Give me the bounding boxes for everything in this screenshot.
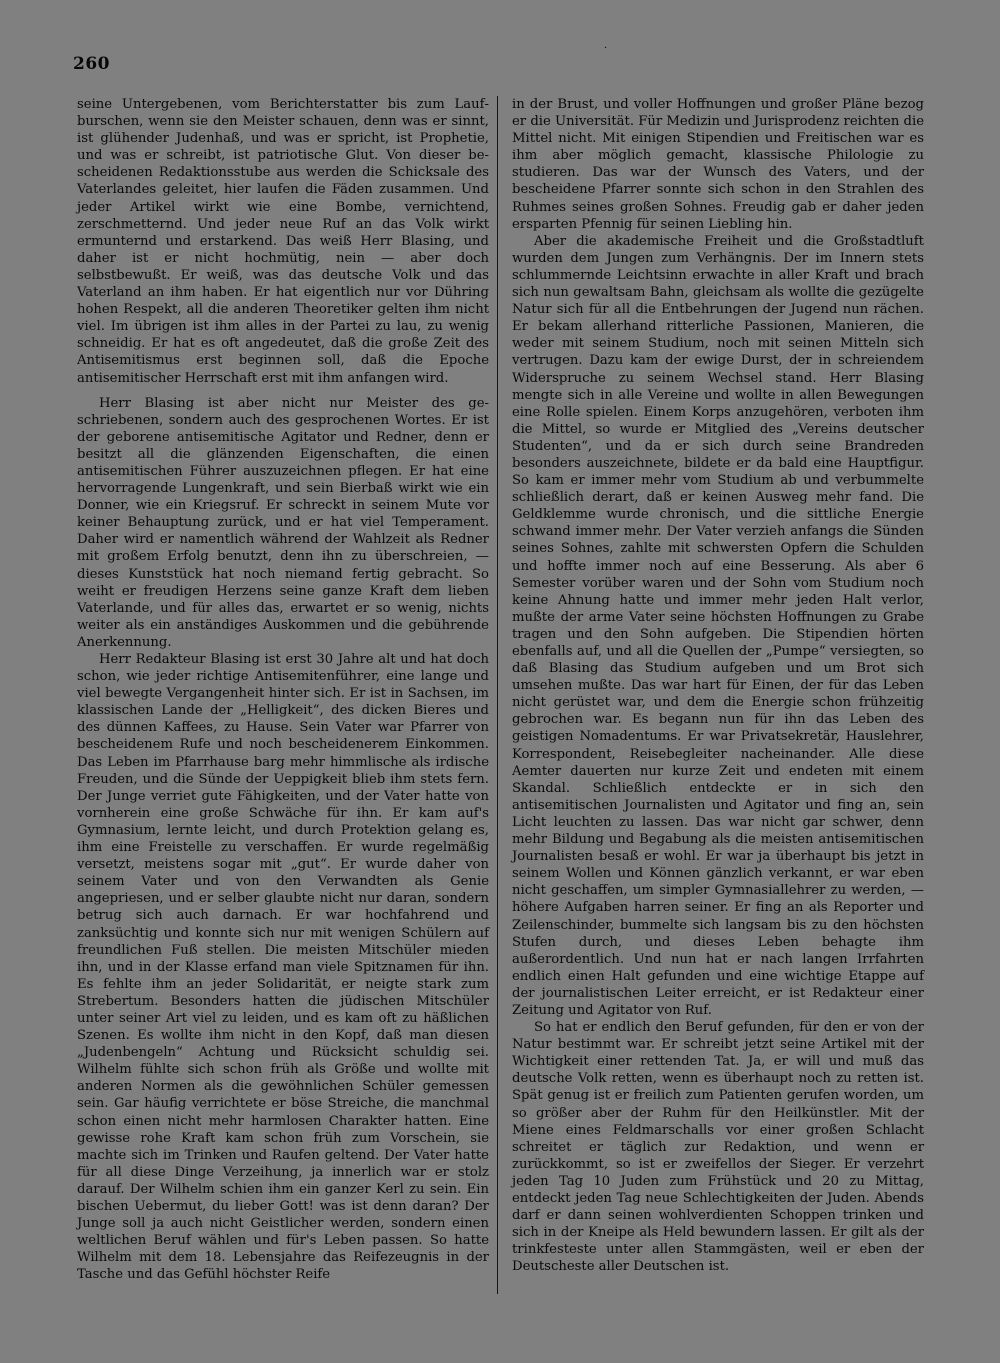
paragraph: in der Brust, und voller Hoffnungen und großer Pläne bezog er die Universität. Für Medizin und Jurisprodenz reichten die Mittel nicht. Mit einigen Stipendien und Freitischen war es ihm aber möglich gemacht, klassische Philologie zu studieren. Das war der Wunsch des Vaters, und der bescheidene Pfarrer sonnte sich schon in den Strahlen des Ruhmes seines großen Sohnes. Freudig gab er daher jeden ersparten Pfennig für seinen Liebling hin. xyxy=(512,97,924,232)
paragraph: Herr Redakteur Blasing ist erst 30 Jahre alt und hat doch schon, wie jeder richtige Antisemitenführer, eine lange und viel bewegte Vergangenheit hinter sich. Er ist in Sachsen, im klassischen Lande der „Helligkeit“, des dicken Bieres und des dünnen Kaffees, zu Hause. Sein Vater war Pfarrer von bescheidenem Rufe und noch bescheidenerem Einkommen. Das Leben im Pfarrhause barg mehr himmlische als irdische Freuden, und die Sünde der Ueppigkeit blieb ihm stets fern. Der Junge verriet gute Fähigkeiten, und der Vater hatte von vornherein eine große Schwäche für ihn. Er kam auf's Gymnasium, lernte leicht, und durch Protektion gelang es, ihm eine Freistelle zu verschaffen. Er wurde regelmäßig versetzt, meistens sogar mit „gut“. Er wurde daher von seinem Vater und von den Verwandten als Genie angepriesen, und er selber glaubte nicht nur daran, sondern betrug sich auch darnach. Er war hochfahrend und zanksüchtig und konnte sich nur mit wenigen Schülern auf freundlichen Fuß stellen. Die meisten Mitschüler mieden ihn, und in der Klasse erfand man viele Spitznamen für ihn. Es fehlte ihm an jeder Solidarität, er neigte stark zum Strebertum. Besonders hatten die jüdischen Mitschüler unter seiner Art viel zu leiden, und es kam oft zu häßlichen Szenen. Es wollte ihm nicht in den Kopf, daß man diesen „Judenbengeln“ Achtung und Rücksicht schuldig sei. Wilhelm fühlte sich schon früh als Größe und wollte mit anderen Normen als die gewöhnlichen Schüler gemessen sein. Gar häufig verrichtete er böse Streiche, die manchmal schon einen nicht mehr harmlosen Charakter hatten. Eine gewisse rohe Kraft kam schon früh zum Vorschein, sie machte sich im Trinken und Raufen geltend. Der Vater hatte für all diese Dinge Verzeihung, ja innerlich war er stolz darauf. Der Wilhelm schien ihm ein ganzer Kerl zu sein. Ein bischen Uebermut, du lieber Gott! was ist denn daran? Der Junge soll ja auch nicht Geistlicher werden, sondern einen weltlichen Beruf wählen und für's Leben passen. So hatte Wilhelm mit dem 18. Lebensjahre das Reifezeugnis in der Tasche und das Gefühl höchster Reife xyxy=(77,652,489,1283)
paragraph: seine Untergebenen, vom Berichterstatter bis zum Laufburschen, wenn sie den Meister schauen, denn was er sinnt, ist glühender Judenhaß, und was er spricht, ist Prophetie, und was er schreibt, ist patriotische Glut. Von dieser bescheidenen Redaktionsstube aus werden die Schicksale des Vaterlandes geleitet, hier laufen die Fäden zusammen. Und jeder Artikel wirkt wie eine Bombe, vernichtend, zerschmetternd. Und jeder neue Ruf an das Volk wirkt ermunternd und erstarkend. Das weiß Herr Blasing, und daher ist er nicht hochmütig, nein — aber doch selbstbewußt. Er weiß, was das deutsche Volk und das Vaterland an ihm haben. Er hat eigentlich nur vor Dühring hohen Respekt, all die anderen Theoretiker gelten ihm nicht viel. Im übrigen ist ihm alles in der Partei zu lau, zu wenig schneidig. Er hat es oft angedeutet, daß die große Zeit des Antisemitismus erst beginnen soll, daß die Epoche antisemitischer Herrschaft erst mit ihm anfangen wird. xyxy=(77,97,489,386)
print-dot-mark: . xyxy=(604,40,608,51)
column-divider xyxy=(497,96,498,1294)
right-text-column xyxy=(512,96,924,1275)
paragraph: So hat er endlich den Beruf gefunden, für den er von der Natur bestimmt war. Er schreibt jetzt seine Artikel mit der Wichtigkeit einer rettenden Tat. Ja, er will und muß das deutsche Volk retten, wenn es überhaupt noch zu retten ist. Spät genug ist er freilich zum Patienten gerufen worden, um so größer aber der Ruhm für den Heilkünstler. Mit der Miene eines Feldmarschalls vor einer großen Schlacht schreitet er täglich zur Redaktion, und wenn er zurückkommt, so ist er zweifellos der Sieger. Er verzehrt jeden Tag 10 Juden zum Frühstück und 20 zu Mittag, entdeckt jeden Tag neue Schlechtigkeiten der Juden. Abends darf er dann seinen wohlverdienten Schoppen trinken und sich in der Kneipe als Held bewundern lassen. Er gilt als der trinkfesteste unter allen Stammgästen, weil er eben der Deutscheste aller Deutschen ist. xyxy=(512,1020,924,1275)
paragraph: Herr Blasing ist aber nicht nur Meister des geschriebenen, sondern auch des gesprochenen Wortes. Er ist der geborene antisemitische Agitator und Redner, denn er besitzt all die glänzenden Eigenschaften, die einen antisemitischen Führer auszuzeichnen pflegen. Er hat eine hervorragende Lungenkraft, und sein Bierbaß wirkt wie ein Donner, wie ein Kriegsruf. Er schreckt in seinem Mute vor keiner Behauptung zurück, und er hat viel Temperament. Daher wird er namentlich während der Wahlzeit als Redner mit großem Erfolg benutzt, denn ihn zu überschreien, — dieses Kunststück hat noch niemand fertig gebracht. So weiht er freudigen Herzens seine ganze Kraft dem lieben Vaterlande, und für alles das, erwartet er so wenig, nichts weiter als ein anständiges Auskommen und die gebührende Anerkennung. xyxy=(77,395,489,650)
paragraph: Aber die akademische Freiheit und die Großstadtluft wurden dem Jungen zum Verhängnis. Der im Innern stets schlummernde Leichtsinn erwachte in aller Kraft und brach sich nun gewaltsam Bahn, gleichsam als wollte die gezügelte Natur sich für all die Entbehrungen der Jugend nun rächen. Er bekam allerhand ritterliche Passionen, Manieren, die weder mit seinem Studium, noch mit seinen Mitteln sich vertrugen. Dazu kam der ewige Durst, der in schreiendem Widerspruche zu seinem Wechsel stand. Herr Blasing mengte sich in alle Vereine und wollte in allen Bewegungen eine Rolle spielen. Einem Korps anzugehören, verboten ihm die Mittel, so wurde er Mitglied des „Vereins deutscher Studenten“, und da er sich durch seine Brandreden besonders auszeichnete, bildete er da bald eine Hauptfigur. So kam er immer mehr vom Studium ab und verbummelte schließlich derart, daß er keinen Ausweg mehr fand. Die Geldklemme wurde chronisch, und die sittliche Energie schwand immer mehr. Der Vater verzieh anfangs die Sünden seines Sohnes, zahlte mit schwersten Opfern die Schulden und hoffte immer noch auf eine Besserung. Als aber 6 Semester vorüber waren und der Sohn vom Studium noch keine Ahnung hatte und immer mehr jeden Halt verlor, mußte der arme Vater seine höchsten Hoffnungen zu Grabe tragen und den Sohn aufgeben. Die Stipendien hörten ebenfalls auf, und all die Quellen der „Pumpe“ versiegten, so daß Blasing das Studium aufgeben und um Brot sich umsehen mußte. Das war hart für Einen, der für das Leben nicht gerüstet war, und dem die Energie schon frühzeitig gebrochen war. Es begann nun für ihn das Leben des geistigen Nomadentums. Er war Privatsekretär, Hauslehrer, Korrespondent, Reisebegleiter nacheinander. Alle diese Aemter dauerten nur kurze Zeit und endeten mit einem Skandal. Schließlich entdeckte er in sich den antisemitischen Journalisten und Agitator und fing an, sein Licht leuchten zu lassen. Das war nicht gar schwer, denn mehr Bildung und Begabung als die meisten antisemitischen Journalisten besaß er wohl. Er war ja überhaupt bis jetzt in seinem Wollen und Können gänzlich verkannt, er war eben nicht geschaffen, um simpler Gymnasiallehrer zu werden, — höhere Aufgaben harren seiner. Er fing an als Reporter und Zeilenschinder, bummelte sich langsam bis zu den höchsten Stufen durch, und dieses Leben behagte ihm außerordentlich. Und nun hat er nach langen Irrfahrten endlich einen Halt gefunden und eine wichtige Etappe auf der journalistischen Leiter erreicht, er ist Redakteur einer Zeitung und Agitator von Ruf. xyxy=(512,233,924,1018)
page-number: 260 xyxy=(73,54,110,74)
left-text-column xyxy=(77,96,489,1283)
